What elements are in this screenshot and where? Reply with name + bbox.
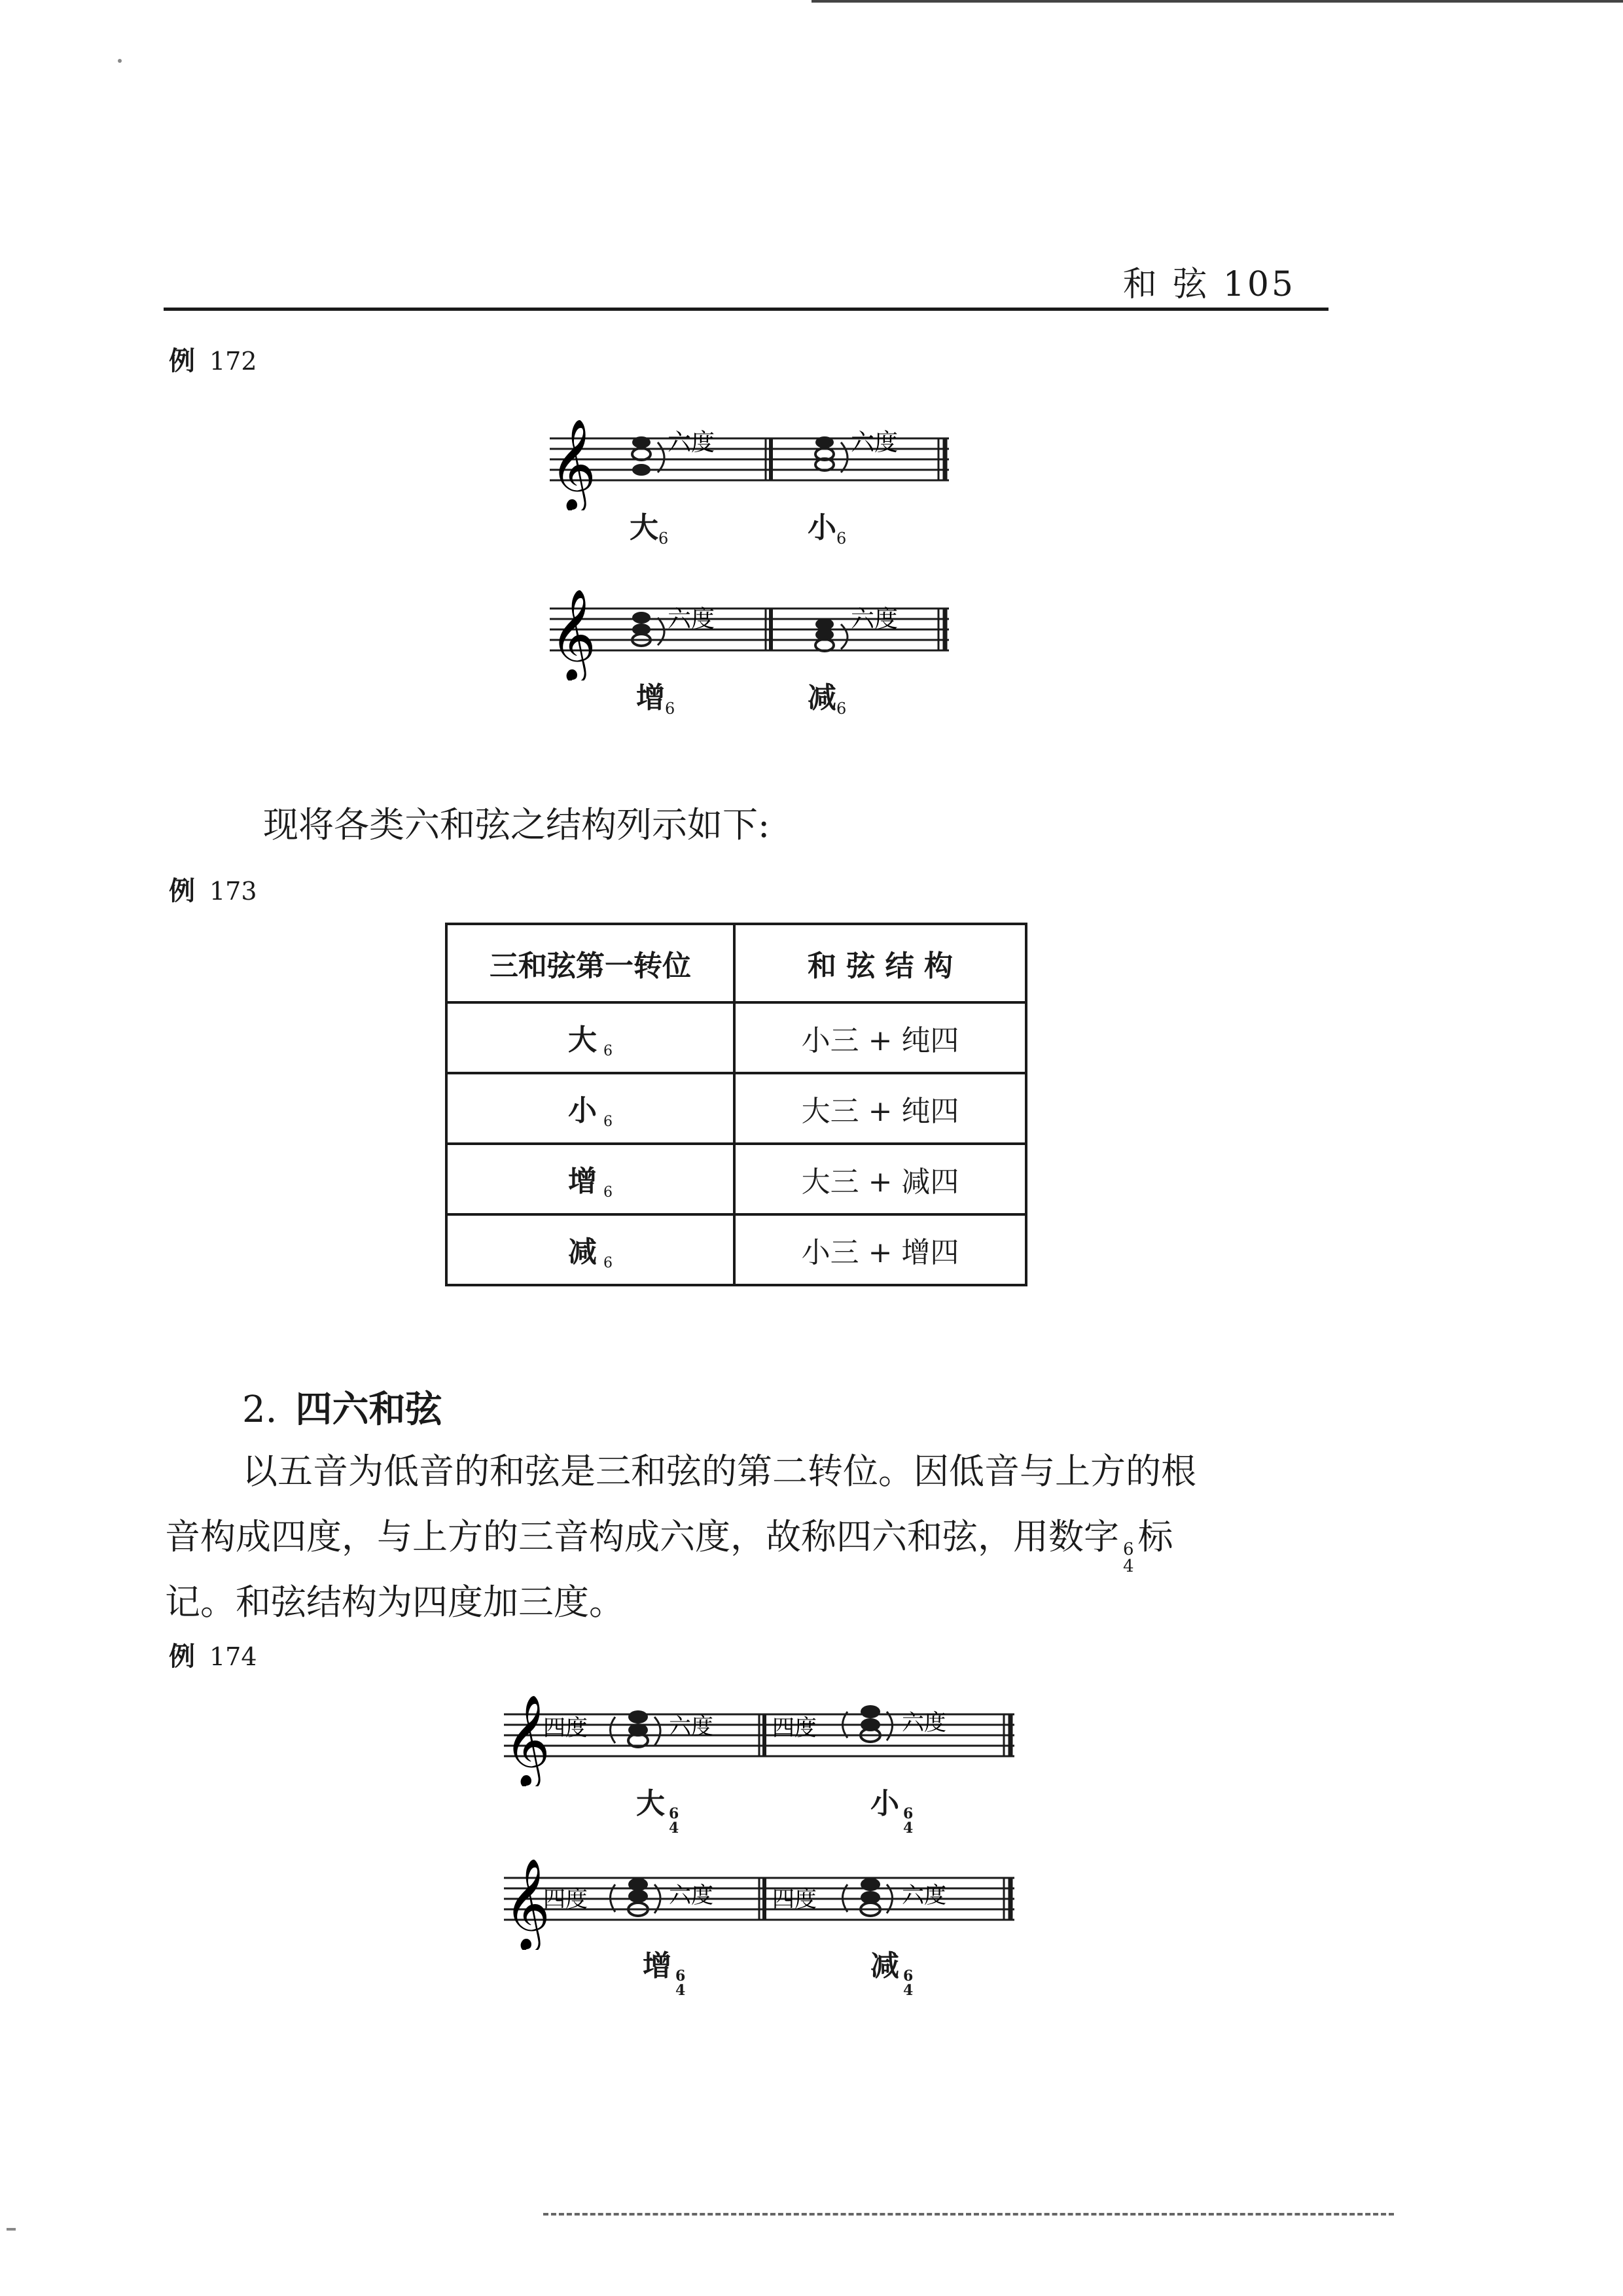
figure-bottom: 4 — [669, 1819, 679, 1837]
chord-quality: 小 — [808, 511, 836, 544]
interval-label: 六度 — [902, 1882, 946, 1909]
chord-quality: 大 — [630, 511, 658, 544]
figured-bass — [903, 1807, 913, 1835]
chord-quality: 大 — [636, 1787, 665, 1820]
treble-clef-icon: 𝄞 — [504, 1858, 550, 1949]
header-rule — [164, 308, 1329, 311]
chord-quality: 减 — [870, 1949, 899, 1983]
section-number: 2. — [242, 1388, 277, 1431]
chord-quality: 小 — [870, 1787, 899, 1820]
figure-top: 6 — [669, 1805, 679, 1822]
staff-172-b — [543, 569, 962, 680]
interval-label: 四度 — [543, 1715, 588, 1741]
table-row — [446, 1144, 1026, 1214]
section-heading — [242, 1381, 442, 1433]
chord-name — [643, 1942, 689, 1998]
scan-artifact-line — [543, 2213, 1394, 2216]
figure-bottom: 4 — [903, 1819, 914, 1837]
interval-label: 四度 — [772, 1886, 817, 1913]
figure-top: 6 — [675, 1967, 686, 1985]
chord-name — [630, 504, 668, 548]
figure-top: 6 — [903, 1805, 914, 1822]
chord-type-cell — [446, 1002, 734, 1073]
example-label-text: 例 — [169, 345, 195, 376]
table-header-row — [446, 924, 1026, 1002]
figured-bass — [669, 1807, 679, 1835]
paragraph-line: 以五音为低音的和弦是三和弦的第二转位。因低音与上方的根 — [242, 1451, 1196, 1492]
example-label-text: 例 — [169, 1641, 195, 1672]
paragraph-text: 标 — [1137, 1516, 1173, 1557]
structure-cell: 小三 + 纯四 — [734, 1002, 1026, 1073]
figure-top: 6 — [1123, 1540, 1134, 1560]
interval-label: 四度 — [772, 1715, 817, 1741]
paragraph-text: 音构成四度，与上方的三音构成六度，故称四六和弦，用数字 — [165, 1516, 1119, 1557]
chord-name — [870, 1780, 917, 1835]
example-number: 172 — [209, 347, 257, 376]
staff-174-a — [497, 1675, 1021, 1786]
example-174-label — [169, 1636, 257, 1673]
example-173-label — [169, 870, 257, 908]
interval-label: 六度 — [668, 429, 715, 456]
chord-quality: 减 — [568, 1235, 597, 1269]
chord-figure: 6 — [603, 1043, 613, 1060]
chord-figure: 6 — [658, 529, 669, 548]
example-number: 174 — [209, 1642, 257, 1671]
figured-bass — [675, 1969, 685, 1998]
figure-bottom: 4 — [675, 1981, 686, 1999]
chord-quality: 小 — [568, 1093, 597, 1127]
structure-cell: 大三 + 减四 — [734, 1144, 1026, 1214]
top-edge-rule — [812, 0, 1623, 3]
chord-figure: 6 — [836, 529, 847, 548]
chord-type-cell — [446, 1214, 734, 1285]
chord-figure: 6 — [603, 1184, 613, 1201]
example-number: 173 — [209, 877, 257, 906]
treble-clef-icon: 𝄞 — [550, 419, 596, 510]
chord-quality: 增 — [568, 1164, 597, 1198]
chord-quality: 大 — [568, 1023, 597, 1057]
chord-figure: 6 — [603, 1114, 613, 1131]
chord-type-cell — [446, 1073, 734, 1144]
column-header: 三和弦第一转位 — [446, 924, 734, 1002]
interval-label: 六度 — [902, 1710, 946, 1736]
interval-label: 六度 — [669, 1714, 713, 1740]
table-row — [446, 1002, 1026, 1073]
table-row — [446, 1214, 1026, 1285]
interval-label: 四度 — [543, 1886, 588, 1913]
section-title: 四六和弦 — [295, 1388, 442, 1431]
intro-paragraph: 现将各类六和弦之结构列示如下: — [263, 804, 770, 845]
figure-bottom: 4 — [903, 1981, 914, 1999]
chord-quality: 减 — [808, 681, 836, 715]
table-row — [446, 1073, 1026, 1144]
example-label-text: 例 — [169, 875, 195, 906]
structure-cell: 小三 + 增四 — [734, 1214, 1026, 1285]
chord-structure-table — [445, 923, 1027, 1286]
staff-174-b — [497, 1839, 1021, 1950]
chord-figure: 6 — [665, 699, 675, 718]
treble-clef-icon: 𝄞 — [504, 1695, 550, 1786]
figure-bottom: 4 — [1123, 1557, 1134, 1577]
figured-bass — [903, 1969, 913, 1998]
treble-clef-icon: 𝄞 — [550, 589, 596, 680]
structure-cell: 大三 + 纯四 — [734, 1073, 1026, 1144]
interval-label: 六度 — [851, 429, 899, 456]
chord-name — [808, 504, 846, 548]
chord-quality: 增 — [636, 681, 665, 715]
interval-label: 六度 — [851, 606, 899, 633]
chord-figure: 6 — [836, 699, 847, 718]
running-header: 和 弦 105 — [1122, 265, 1296, 304]
chord-name — [808, 674, 846, 718]
chord-type-cell — [446, 1144, 734, 1214]
chord-quality: 增 — [643, 1949, 671, 1983]
chord-figure: 6 — [603, 1255, 613, 1272]
column-header: 和 弦 结 构 — [734, 924, 1026, 1002]
interval-label: 六度 — [668, 606, 715, 633]
chord-name — [636, 1780, 683, 1835]
scan-speck — [7, 2228, 16, 2231]
scan-speck — [118, 59, 122, 63]
figure-top: 6 — [903, 1967, 914, 1985]
chord-name — [636, 674, 675, 718]
chord-name — [870, 1942, 917, 1998]
interval-label: 六度 — [669, 1882, 713, 1909]
figured-bass — [1123, 1541, 1134, 1575]
example-172-label — [169, 340, 257, 378]
staff-172-a — [543, 399, 962, 510]
paragraph-line: 记。和弦结构为四度加三度。 — [165, 1581, 624, 1623]
